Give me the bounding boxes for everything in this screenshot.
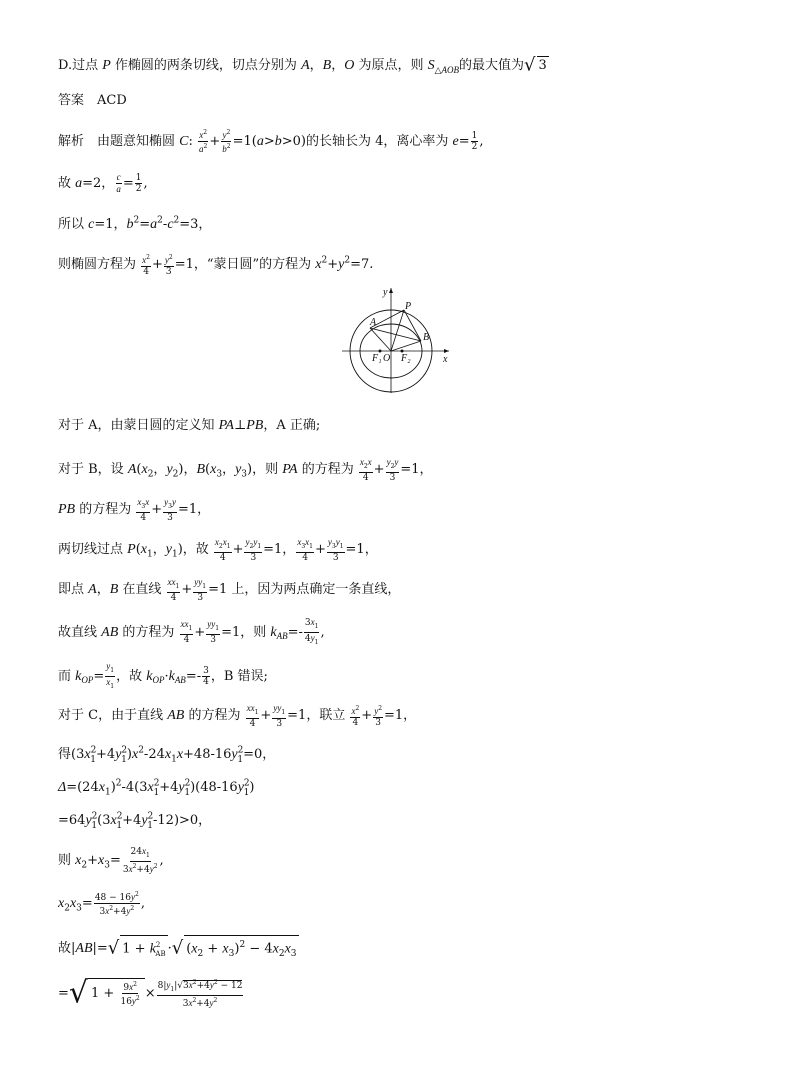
label-y: y <box>383 287 388 298</box>
line-5: 对于 B，设 $A(x_2$，$y_2$)，$B(x_3$，$y_3$)，则 PA 的方程为 $\frac{x_2x}{4}$ + $\frac{y_2y}{3}$ =1， <box>58 457 433 483</box>
label-a: A <box>370 317 377 328</box>
ellipse-circle-figure <box>337 283 455 395</box>
line-9: 故直线 AB 的方程为 $\frac{xx_1}{4}$ + $\frac{yy_1}{3}$ =1，则 $k_{AB}=-$ $\frac{3x_1}{4y_1}$ , <box>58 617 325 646</box>
label-b: B <box>423 332 430 343</box>
line-11: 对于 C，由于直线 AB 的方程为 $\frac{xx_1}{4}$ + $\frac{yy_1}{3}$ =1，联立 $\frac{x^2}{4}$ + $\frac{y^2}{3}$ =1， <box>58 703 417 729</box>
answer-text: 答案 ACD <box>58 93 127 108</box>
line-17: 故|AB|=√ $1 + k^2_{AB}$ ·√ $(x_2 + x_3)^2 - 4x_2x_3$ <box>58 935 299 963</box>
line-1: 故 a=2， $\frac{c}{a}$ = $\frac{1}{2}$ , <box>58 172 148 194</box>
chord-ab <box>370 328 421 341</box>
line-16: $x_2x_3=$ $\frac{48 - 16y^2}{3x^2+4y^2}$ , <box>58 891 145 917</box>
x-axis-arrow <box>444 349 449 353</box>
label-o: O <box>383 353 391 364</box>
label-x: x <box>443 354 448 365</box>
line-3: 则椭圆方程为 $\frac{x^2}{4}$ + $\frac{y^2}{3}$ =1，“蒙日圆”的方程为 $x^2+y^2=7$. <box>58 253 374 277</box>
line-6: PB 的方程为 $\frac{x_3x}{4}$ + $\frac{y_3y}{3}$ =1， <box>58 497 211 523</box>
option-d-line: D.过点 P 作椭圆的两条切线，切点分别为 A，B，O 为原点，则 $S_{\triangle AOB}$的最大值为√ 3 <box>58 54 547 76</box>
label-f1: F₁ <box>372 353 382 364</box>
analysis-line: 解析 由题意知椭圆 C: $\frac{x^2}{a^2}$ + $\frac{y^2}{b^2}$ =1(a>b>0)的长轴长为 4，离心率为 e= $\frac{1}{2}$ , <box>58 129 484 154</box>
line-12: 得$(3x^2_1+4y^2_1)x^2-24x_1x+48-16y^2_1=0$， <box>58 746 276 765</box>
line-8: 即点 A，B 在直线 $\frac{xx_1}{4}$ + $\frac{yy_1}{3}$ =1 上，因为两点确定一条直线， <box>58 577 401 603</box>
label-f2: F₂ <box>401 353 411 364</box>
answer-line <box>58 92 127 110</box>
y-axis-arrow <box>389 288 393 293</box>
segment-oa <box>370 328 391 351</box>
tangent-pb <box>404 310 421 341</box>
line-14: $=64y^2_1(3x^2_1+4y^2_1-12)>0$， <box>58 812 212 831</box>
line-18: =√ 1 + $\frac{9x^2}{16y^2}$ × $\frac{8|y_1|√3x^2+4y^2 - 12}{3x^2+4y^2}$ <box>58 975 243 1011</box>
segment-ob <box>391 341 421 351</box>
line-10: 而 $k_{OP}=$ $\frac{y_1}{x_1}$ ，故 $k_{OP}\cdot k_{AB}=-$ $\frac{3}{4}$ ，B 错误; <box>58 661 268 690</box>
line-15: 则 $x_2+x_3=$ $\frac{24x_1}{3x^2+4y^2}$ , <box>58 846 164 875</box>
line-13: $\Delta=(24x_1)^2-4(3x^2_1+4y^2_1)(48-16y^2_1)$ <box>58 779 255 798</box>
label-p: P <box>405 301 412 312</box>
line-4: 对于 A，由蒙日圆的定义知 PA⊥PB，A 正确; <box>58 418 321 433</box>
line-2: 所以 c=1，$b^2=a^2-c^2=3$， <box>58 216 212 233</box>
line-7: 两切线过点 $P(x_1$，$y_1$)，故 $\frac{x_2x_1}{4}$ + $\frac{y_2y_1}{3}$ =1， $\frac{x_3x_1}{4}$ + $\frac{y_3y_1}{3}$ =1， <box>58 537 378 563</box>
